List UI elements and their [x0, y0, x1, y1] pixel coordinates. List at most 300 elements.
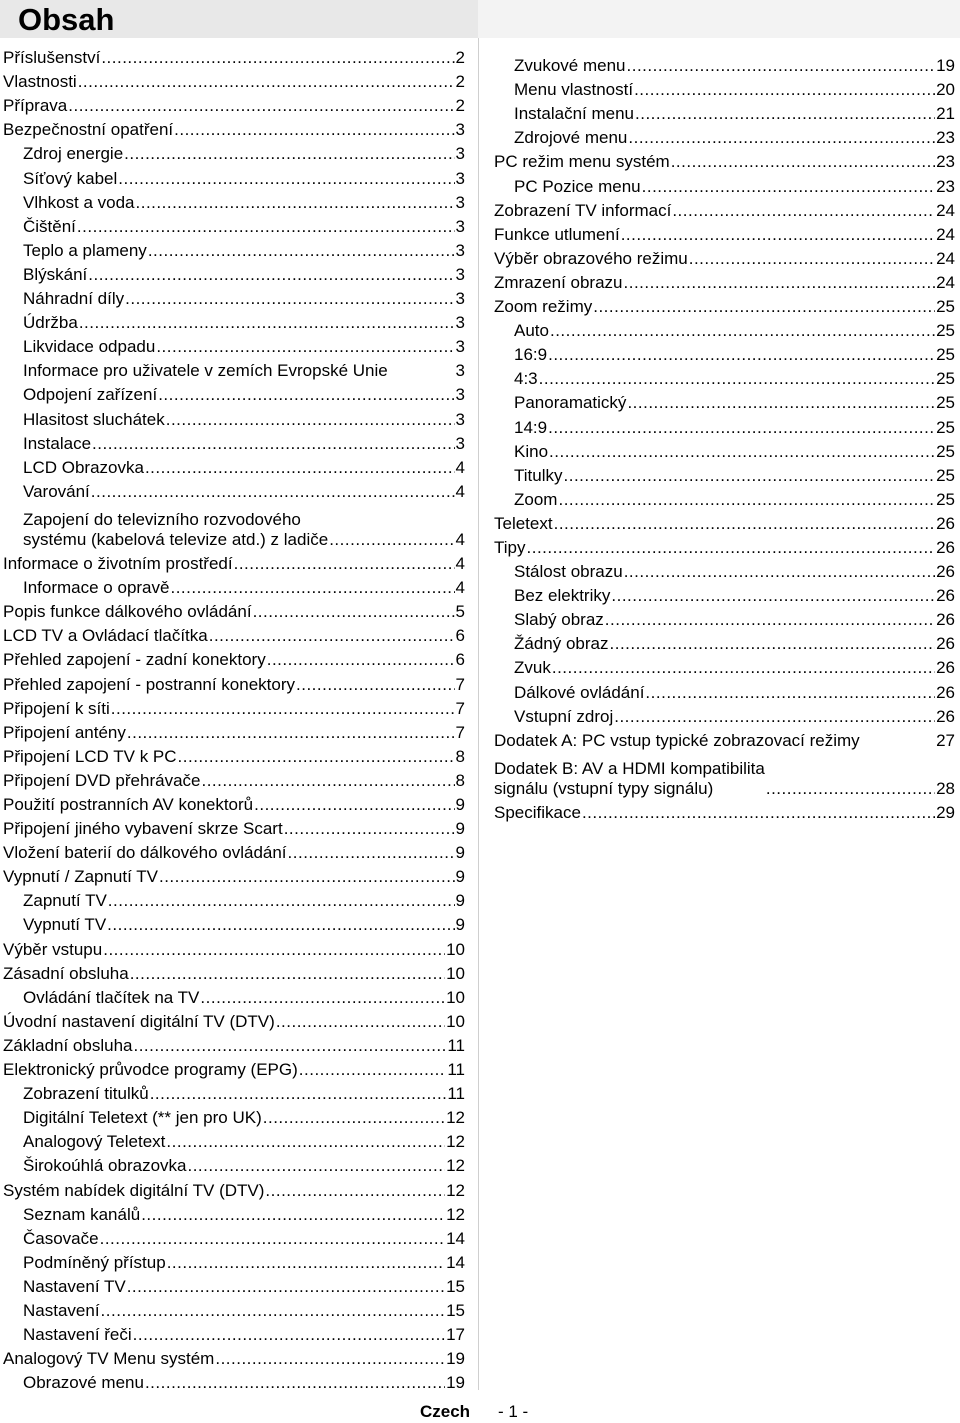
toc-entry-label: Příslušenství [3, 48, 101, 68]
toc-entry[interactable] [3, 719, 465, 743]
toc-entry-label: Seznam kanálů [23, 1204, 141, 1224]
toc-entry[interactable] [3, 863, 465, 887]
toc-entry-label: Slabý obraz [514, 610, 604, 630]
toc-entry[interactable] [3, 1032, 465, 1056]
toc-entry-label: Analogový Teletext [23, 1132, 166, 1152]
toc-entry[interactable] [3, 333, 465, 357]
toc-entry-leader [689, 249, 935, 269]
toc-entry-page: 3 [455, 216, 465, 236]
toc-entry[interactable] [494, 630, 955, 654]
toc-entry-label: Přehled zapojení - zadní konektory [3, 650, 266, 670]
toc-entry-leader [645, 683, 935, 703]
toc-entry-page: 2 [455, 48, 465, 68]
toc-entry-leader [284, 819, 455, 839]
toc-entry[interactable] [3, 743, 465, 767]
toc-entry-label: Informace pro uživatele v zemích Evropské Unie [23, 361, 388, 381]
toc-entry-leader [548, 345, 935, 365]
toc-entry[interactable] [494, 799, 955, 823]
toc-entry-label: Připojení DVD přehrávače [3, 770, 201, 790]
toc-entry-leader [624, 273, 936, 293]
toc-entry-label: Nastavení TV [23, 1276, 126, 1296]
toc-entry-label: Připojení k síti [3, 698, 110, 718]
toc-entry-page: 12 [446, 1180, 465, 1200]
toc-entry-label: Vlastnosti [3, 72, 77, 92]
toc-entry-leader [200, 988, 445, 1008]
toc-entry-label: Zásadní obsluha [3, 963, 129, 983]
toc-entry-label: Vypnutí / Zapnutí TV [3, 867, 158, 887]
toc-entry[interactable] [494, 654, 955, 678]
toc-entry[interactable] [3, 357, 465, 381]
toc-entry[interactable] [494, 245, 955, 269]
toc-entry-page: 10 [446, 939, 465, 959]
toc-entry-page: 21 [936, 104, 955, 124]
toc-entry[interactable] [3, 285, 465, 309]
toc-entry-leader [611, 586, 935, 606]
toc-entry-label [3, 510, 328, 550]
toc-entry[interactable] [3, 1201, 465, 1225]
toc-entry-label: Nastavení řeči [23, 1325, 132, 1345]
toc-entry-label: Blýskání [23, 264, 88, 284]
toc-entry-page: 3 [455, 361, 465, 381]
toc-entry-label: Náhradní díly [23, 289, 125, 309]
toc-entry-label: Vlhkost a voda [23, 192, 135, 212]
toc-entry-label: Bezpečnostní opatření [3, 120, 174, 140]
toc-entry-label: Instalační menu [514, 104, 635, 124]
toc-entry[interactable] [3, 140, 465, 164]
toc-entry[interactable] [3, 44, 465, 68]
toc-entry[interactable] [494, 269, 955, 293]
toc-entry-label: Stálost obrazu [514, 562, 623, 582]
toc-entry-label: Teplo a plameny [23, 240, 147, 260]
toc-entry-label: 16:9 [514, 345, 548, 365]
toc-entry-page: 9 [455, 891, 465, 911]
toc-entry-label: Použití postranních AV konektorů [3, 795, 254, 814]
toc-entry-page: 25 [936, 441, 955, 461]
toc-entry[interactable] [3, 430, 465, 454]
toc-entry-leader [127, 1277, 445, 1297]
toc-entry[interactable] [3, 911, 465, 935]
toc-entry-label: Likvidace odpadu [23, 337, 156, 357]
toc-entry[interactable] [494, 124, 955, 148]
toc-entry-leader [766, 779, 935, 799]
toc-entry-page: 28 [936, 778, 955, 798]
toc-entry[interactable] [494, 197, 955, 221]
toc-entry-page: 19 [446, 1373, 465, 1393]
toc-entry-page: 23 [936, 152, 955, 172]
toc-entry[interactable] [3, 1249, 465, 1273]
toc-entry-page: 9 [455, 819, 465, 839]
toc-entry[interactable] [494, 534, 955, 558]
toc-entry-leader [92, 434, 454, 454]
toc-entry[interactable] [3, 574, 465, 598]
toc-entry-label: Výběr obrazového režimu [494, 248, 688, 268]
toc-entry-leader [234, 554, 455, 574]
toc-entry-leader [527, 538, 936, 558]
toc-entry[interactable] [3, 550, 465, 574]
toc-entry-label: PC Pozice menu [514, 176, 641, 196]
toc-entry[interactable] [3, 116, 465, 140]
toc-entry-leader [593, 297, 935, 317]
toc-entry-leader [628, 128, 935, 148]
toc-entry[interactable] [3, 767, 465, 791]
toc-entry-leader [100, 1229, 445, 1249]
toc-entry-leader [627, 56, 936, 76]
toc-entry[interactable] [3, 454, 465, 478]
toc-entry-leader [549, 442, 935, 462]
toc-entry[interactable] [494, 172, 955, 196]
toc-entry[interactable] [3, 381, 465, 405]
toc-entry-leader [88, 265, 454, 285]
toc-entry-leader [215, 1349, 445, 1369]
toc-entry-leader [201, 771, 454, 791]
toc-entry-leader [68, 96, 454, 116]
toc-entry-label: Podmíněný přístup [23, 1252, 166, 1272]
toc-entry[interactable] [494, 582, 955, 606]
toc-entry-page: 9 [455, 867, 465, 887]
toc-entry-label: Obrazové menu [23, 1373, 144, 1393]
toc-entry-leader [554, 514, 935, 534]
toc-entry-leader [299, 1060, 447, 1080]
toc-entry-page: 11 [447, 1060, 465, 1080]
toc-entry-page: 26 [936, 634, 955, 654]
toc-entry-page: 3 [455, 240, 465, 260]
toc-entry-leader [77, 217, 455, 237]
toc-entry-page: 25 [936, 321, 955, 341]
toc-entry-label: Dálkové ovládání [514, 682, 645, 702]
toc-entry-label: Bez elektriky [514, 586, 611, 606]
toc-entry[interactable] [3, 1369, 465, 1393]
toc-entry[interactable] [3, 502, 465, 550]
toc-entry[interactable] [494, 76, 955, 100]
toc-entry[interactable] [3, 213, 465, 237]
toc-entry[interactable] [3, 1104, 465, 1128]
toc-entry[interactable] [494, 751, 955, 799]
toc-entry-page: 2 [455, 72, 465, 92]
toc-entry[interactable] [494, 221, 955, 245]
toc-entry[interactable] [3, 1152, 465, 1176]
toc-entry-page: 7 [455, 698, 465, 718]
toc-entry[interactable] [494, 486, 955, 510]
toc-entry[interactable] [3, 237, 465, 261]
toc-entry-page: 2 [455, 96, 465, 116]
toc-entry-label: Menu vlastností [514, 80, 634, 100]
toc-entry[interactable] [3, 1176, 465, 1200]
toc-entry-leader [91, 482, 455, 502]
toc-entry[interactable] [494, 293, 955, 317]
toc-entry-page: 11 [447, 1084, 465, 1104]
page-title: Obsah [18, 2, 115, 37]
toc-entry-page: 10 [446, 963, 465, 983]
toc-entry-page: 8 [455, 746, 465, 766]
toc-entry[interactable] [494, 413, 955, 437]
toc-entry-page: 29 [936, 803, 955, 822]
toc-entry-label-line2: systému (kabelová televize atd.) z ladiče [23, 529, 329, 549]
toc-entry-label: Ovládání tlačítek na TV [23, 987, 200, 1007]
toc-entry-leader [133, 1036, 446, 1056]
toc-entry-label: Zapnutí TV [23, 891, 107, 911]
toc-entry-page: 9 [455, 843, 465, 863]
toc-entry-leader [136, 193, 455, 213]
toc-entry[interactable] [3, 839, 465, 863]
toc-entry-leader [111, 699, 455, 719]
toc-entry-page: 25 [936, 489, 955, 509]
toc-entry-leader [133, 1325, 445, 1345]
toc-left-column [3, 44, 465, 1393]
toc-entry-label: Údržba [23, 313, 78, 333]
toc-entry-leader [159, 867, 455, 887]
toc-entry-label: 4:3 [514, 369, 538, 389]
toc-entry-page: 3 [455, 168, 465, 188]
toc-entry-page: 3 [455, 289, 465, 309]
toc-entry-label: Zmrazení obrazu [494, 272, 623, 292]
toc-entry-leader [627, 393, 935, 413]
toc-entry-label: Připojení LCD TV k PC [3, 746, 177, 766]
toc-entry-page: 8 [455, 770, 465, 790]
toc-entry-label: Přehled zapojení - postranní konektory [3, 674, 296, 694]
toc-entry-leader [634, 80, 935, 100]
toc-entry-label: Zdroj energie [23, 144, 124, 164]
toc-entry[interactable] [494, 510, 955, 534]
toc-entry-label: Zoom režimy [494, 297, 593, 317]
toc-entry-label: Vypnutí TV [23, 915, 107, 935]
toc-entry-page: 25 [936, 465, 955, 485]
toc-entry[interactable] [3, 1225, 465, 1249]
toc-entry[interactable] [3, 887, 465, 911]
toc-entry-page: 3 [455, 337, 465, 357]
toc-entry[interactable] [3, 815, 465, 839]
toc-entry[interactable] [3, 1056, 465, 1080]
toc-entry[interactable] [3, 1273, 465, 1297]
toc-entry-page: 5 [455, 602, 465, 622]
toc-entry-label: Nastavení [23, 1300, 100, 1320]
toc-entry-page: 19 [446, 1349, 465, 1369]
toc-entry-label: Hlasitost sluchátek [23, 409, 165, 429]
toc-entry-page: 11 [447, 1035, 465, 1055]
toc-entry[interactable] [3, 1297, 465, 1321]
toc-entry-leader [605, 610, 935, 630]
toc-entry-leader [156, 337, 454, 357]
toc-entry-label: Výběr vstupu [3, 939, 103, 959]
toc-entry-leader [635, 104, 935, 124]
toc-entry[interactable] [3, 1008, 465, 1032]
toc-entry-page: 6 [455, 650, 465, 670]
toc-entry[interactable] [3, 405, 465, 429]
toc-entry-page: 26 [936, 706, 955, 726]
toc-entry-leader [265, 1181, 445, 1201]
toc-entry[interactable] [494, 438, 955, 462]
toc-entry-leader [108, 891, 455, 911]
toc-entry-page: 25 [936, 369, 955, 389]
toc-entry-leader [178, 747, 455, 767]
toc-entry-label-line1: Dodatek B: AV a HDMI kompatibilita [494, 758, 765, 778]
toc-entry-page: 4 [455, 554, 465, 574]
toc-entry-leader [253, 602, 455, 622]
toc-entry-label: Žádný obraz [514, 634, 609, 654]
toc-entry-label: Dodatek A: PC vstup typické zobrazovací režimy [494, 730, 860, 750]
toc-entry[interactable] [3, 646, 465, 670]
toc-entry-leader [103, 940, 445, 960]
toc-entry[interactable] [494, 365, 955, 389]
toc-entry-page: 6 [455, 626, 465, 646]
toc-entry-label: Připojení jiného vybavení skrze Scart [3, 819, 283, 839]
toc-entry-page: 3 [455, 433, 465, 453]
toc-entry[interactable] [494, 52, 955, 76]
toc-entry-page: 27 [936, 730, 955, 750]
toc-entry-label: Tipy [494, 537, 526, 557]
toc-entry-page: 26 [936, 562, 955, 582]
toc-entry[interactable] [3, 164, 465, 188]
toc-entry-page: 3 [455, 192, 465, 212]
toc-entry[interactable] [3, 598, 465, 622]
toc-entry-page: 12 [446, 1132, 465, 1152]
toc-entry-label: Vložení baterií do dálkového ovládání [3, 843, 287, 863]
toc-entry-leader [187, 1156, 445, 1176]
toc-entry-label: Zvukové menu [514, 56, 626, 76]
toc-entry-label: Teletext [494, 513, 553, 533]
toc-entry-leader [550, 321, 935, 341]
toc-entry-leader [614, 707, 935, 727]
toc-entry-page: 26 [936, 586, 955, 606]
toc-entry-leader [582, 803, 935, 823]
toc-entry-leader [166, 1132, 445, 1152]
toc-entry-page: 10 [446, 987, 465, 1007]
toc-entry-label: Příprava [3, 96, 68, 116]
toc-entry-page: 26 [936, 610, 955, 630]
toc-entry-leader [539, 369, 935, 389]
toc-entry-label: Instalace [23, 433, 92, 453]
toc-entry-page: 12 [446, 1156, 465, 1176]
toc-entry-page: 20 [936, 80, 955, 100]
toc-entry-page: 19 [936, 56, 955, 76]
toc-entry[interactable] [3, 791, 465, 815]
toc-entry-label: Zvuk [514, 658, 551, 678]
toc-entry[interactable] [3, 960, 465, 984]
toc-entry-leader [564, 466, 936, 486]
toc-entry-page: 24 [936, 272, 955, 292]
toc-entry-page: 3 [455, 385, 465, 405]
column-divider [478, 38, 479, 1390]
toc-entry-leader [276, 1012, 445, 1032]
toc-entry[interactable] [3, 1345, 465, 1369]
toc-entry[interactable] [3, 622, 465, 646]
toc-entry-page: 17 [446, 1325, 465, 1345]
toc-entry-label: Auto [514, 321, 549, 341]
toc-entry-label-line1: Zapojení do televizního rozvodového [23, 509, 301, 529]
toc-entry-leader [610, 634, 936, 654]
toc-entry-page: 3 [455, 144, 465, 164]
toc-entry-label: Časovače [23, 1228, 99, 1248]
toc-entry[interactable] [3, 1080, 465, 1104]
toc-entry-leader [671, 152, 935, 172]
toc-entry-leader [124, 144, 454, 164]
toc-entry-page: 9 [455, 795, 465, 814]
toc-entry[interactable] [3, 1128, 465, 1152]
toc-entry-leader [166, 410, 455, 430]
toc-entry-leader [170, 578, 454, 598]
toc-entry-page: 14 [446, 1228, 465, 1248]
toc-entry-label: Základní obsluha [3, 1035, 133, 1055]
toc-entry[interactable] [494, 389, 955, 413]
toc-entry-page: 3 [455, 264, 465, 284]
toc-entry[interactable] [3, 68, 465, 92]
toc-entry-leader [624, 562, 935, 582]
toc-entry-label: PC režim menu systém [494, 152, 670, 172]
toc-entry-page: 26 [936, 682, 955, 702]
toc-entry[interactable] [3, 695, 465, 719]
toc-entry-label: Informace o opravě [23, 578, 170, 598]
toc-entry-label: Analogový TV Menu systém [3, 1349, 215, 1369]
toc-entry-leader [125, 289, 454, 309]
toc-entry[interactable] [3, 92, 465, 116]
toc-entry-label: Širokoúhlá obrazovka [23, 1156, 187, 1176]
toc-entry-page: 24 [936, 248, 955, 268]
toc-entry[interactable] [3, 1321, 465, 1345]
toc-entry-label: Zdrojové menu [514, 128, 628, 148]
toc-entry[interactable] [3, 984, 465, 1008]
toc-entry-page: 4 [455, 481, 465, 501]
toc-entry-page: 3 [455, 409, 465, 429]
toc-entry[interactable] [3, 935, 465, 959]
toc-entry-label: Vstupní zdroj [514, 706, 614, 726]
toc-entry-leader [267, 650, 455, 670]
toc-entry-page: 4 [455, 529, 465, 549]
footer-page-number: - 1 - [498, 1402, 529, 1421]
toc-entry[interactable] [3, 478, 465, 502]
toc-entry[interactable] [494, 148, 955, 172]
toc-entry[interactable] [494, 317, 955, 341]
toc-entry-label-line2: signálu (vstupní typy signálu) [494, 778, 714, 798]
toc-entry[interactable] [494, 341, 955, 365]
toc-entry[interactable] [494, 558, 955, 582]
toc-entry-page: 4 [455, 457, 465, 477]
toc-entry-page: 15 [446, 1300, 465, 1320]
toc-entry-leader [209, 626, 455, 646]
toc-entry-leader [158, 385, 454, 405]
toc-entry-leader [288, 843, 455, 863]
toc-entry[interactable] [3, 309, 465, 333]
toc-right-column [494, 52, 955, 823]
toc-entry-page: 15 [446, 1276, 465, 1296]
toc-entry[interactable] [3, 189, 465, 213]
toc-entry-label: Popis funkce dálkového ovládání [3, 602, 252, 622]
toc-entry[interactable] [494, 727, 955, 751]
toc-entry-leader [329, 530, 454, 550]
toc-entry[interactable] [494, 462, 955, 486]
toc-entry-leader [150, 1084, 447, 1104]
toc-entry-leader [78, 72, 455, 92]
toc-entry[interactable] [494, 703, 955, 727]
toc-entry[interactable] [3, 261, 465, 285]
toc-entry-label: Elektronický průvodce programy (EPG) [3, 1060, 298, 1080]
toc-entry[interactable] [494, 100, 955, 124]
toc-entry-page: 23 [936, 128, 955, 148]
title-band-right [478, 0, 960, 38]
toc-entry-leader [130, 964, 445, 984]
toc-entry[interactable] [494, 606, 955, 630]
toc-entry-label: Informace o životním prostředí [3, 554, 233, 574]
toc-entry-leader [148, 241, 455, 261]
toc-entry-leader [107, 915, 454, 935]
toc-entry-label: 14:9 [514, 417, 548, 437]
toc-entry-page: 14 [446, 1252, 465, 1272]
toc-entry[interactable] [3, 670, 465, 694]
toc-entry-label: Funkce utlumení [494, 224, 620, 244]
toc-entry-page: 9 [455, 915, 465, 935]
toc-entry-leader [79, 313, 455, 333]
toc-entry[interactable] [494, 678, 955, 702]
toc-entry-label: Zoom [514, 489, 558, 509]
toc-entry-leader [558, 490, 935, 510]
